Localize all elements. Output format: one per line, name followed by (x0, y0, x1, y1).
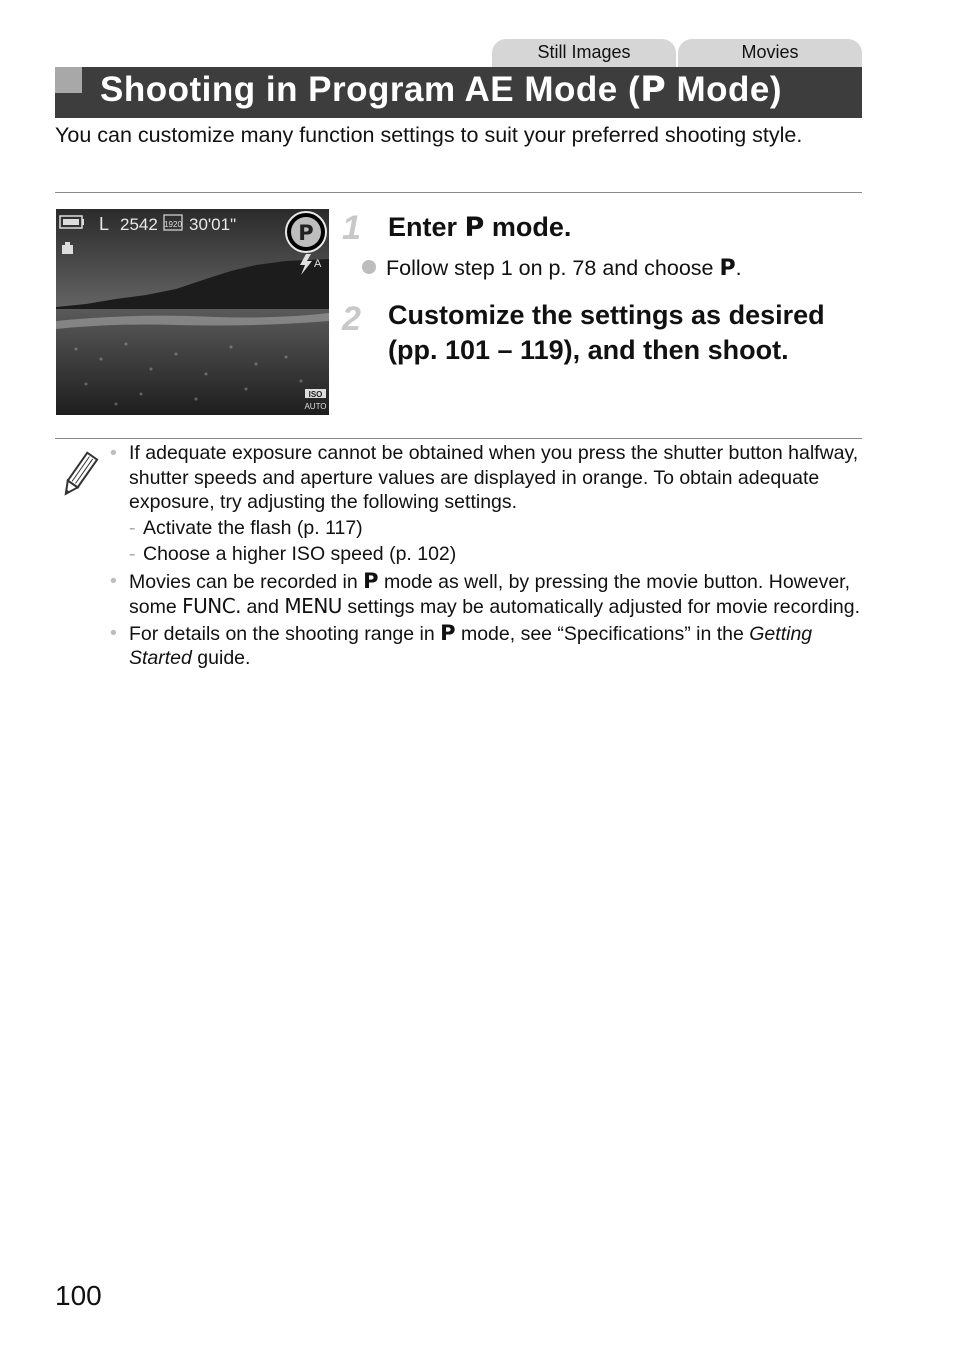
divider (55, 192, 862, 193)
note-item (110, 621, 860, 671)
iso-auto-label: AUTO (304, 402, 327, 411)
step-2-heading: Customize the settings as desired (pp. 101 – 119), and then shoot. (388, 300, 825, 365)
recording-time: 30'01" (189, 215, 237, 234)
step-1-instruction-end: . (735, 256, 742, 280)
step-1-instruction (362, 254, 742, 283)
bullet-dot (362, 260, 376, 274)
p-mode-icon: P (640, 70, 667, 110)
guide-title: Getting Started (129, 622, 813, 669)
camera-screen-image (56, 209, 329, 415)
title-marker (55, 67, 82, 93)
tab-movies[interactable] (678, 39, 862, 67)
intro-text: You can customize many function settings to suit your preferred shooting style. (55, 123, 803, 147)
note-text: settings may be automatically adjusted for movie recording. (341, 596, 861, 618)
p-mode-icon: P (719, 256, 736, 281)
note-text: mode as well, by pressing the movie button. However, some (129, 570, 851, 618)
step-number-2: 2 (342, 300, 361, 338)
note-subitem-text: Choose a higher ISO speed (p. 102) (143, 543, 457, 565)
movie-res-label: 1920 (164, 220, 182, 229)
divider (55, 438, 862, 439)
step-1-heading-start: Enter (388, 212, 465, 242)
step-1-heading-end: mode. (484, 212, 572, 242)
note-item (110, 441, 860, 515)
note-subitem-text: Activate the flash (p. 117) (143, 516, 363, 539)
p-mode-icon: P (440, 620, 456, 645)
note-subitem (129, 516, 860, 541)
note-item (110, 569, 860, 620)
dash: - (129, 516, 136, 539)
notes-section (110, 441, 860, 672)
bullet: • (110, 442, 117, 464)
note-text: For details on the shooting range in (129, 622, 441, 645)
mode-letter: P (298, 221, 314, 245)
menu-icon: MENU (284, 594, 342, 618)
note-text: mode, see “Specifications” in the (455, 622, 750, 645)
p-mode-icon: P (464, 212, 485, 243)
bullet: • (110, 621, 117, 644)
camera-icon (62, 245, 73, 254)
note-text: Movies can be recorded in (129, 570, 364, 593)
note-text: guide. (191, 647, 251, 669)
iso-label: ISO (308, 390, 323, 399)
note-text: If adequate exposure cannot be obtained when you press the shutter button halfway, shutter speeds and aperture values are displayed in orange. To obtain adequate exposure, try adjusting the following settings. (129, 442, 859, 513)
step-1-heading (388, 210, 571, 245)
page-number: 100 (55, 1280, 102, 1311)
note-text: and (241, 596, 285, 618)
note-subitem (129, 542, 860, 567)
shot-count: 2542 (120, 215, 158, 234)
tab-movies-label: Movies (741, 42, 799, 62)
step-number-1: 1 (342, 209, 361, 247)
p-mode-icon: P (363, 568, 379, 593)
flash-mode-label: A (314, 258, 322, 270)
bullet: • (110, 569, 117, 592)
step-1-instruction-text: Follow step 1 on p. 78 and choose (386, 256, 720, 280)
func-icon: FUNC. (182, 594, 242, 618)
title-text-start: Shooting in Program AE Mode ( (100, 70, 641, 109)
page-title (100, 70, 782, 110)
image-size-label: L (99, 214, 110, 234)
dash: - (129, 543, 136, 565)
title-text-end: Mode) (666, 70, 783, 109)
tab-still-images[interactable] (492, 39, 676, 67)
tab-still-images-label: Still Images (537, 42, 631, 62)
pencil-note-icon (58, 450, 100, 500)
